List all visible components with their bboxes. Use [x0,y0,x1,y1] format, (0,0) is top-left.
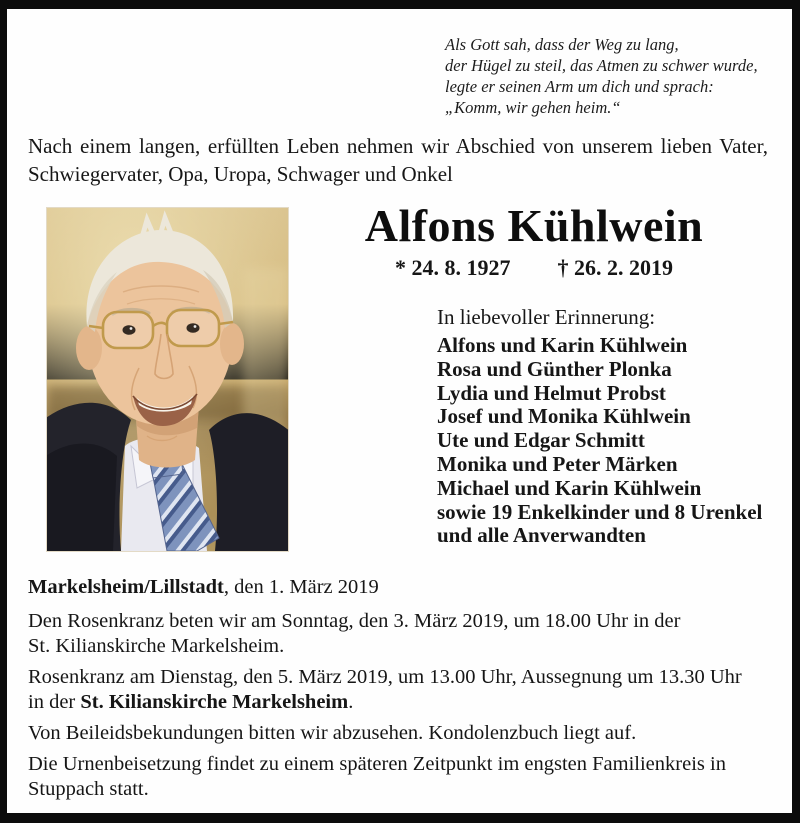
poem-line: der Hügel zu steil, das Atmen zu schwer wurde, [445,56,758,75]
death-cross-icon: † [557,255,569,280]
deceased-name: Alfons Kühlwein [364,200,704,251]
mourner-name: und alle Anverwandten [437,523,646,548]
poem-line: „Komm, wir gehen heim.“ [445,98,621,117]
life-dates [348,255,720,281]
church-name: St. Kilianskirche Markelsheim [80,691,349,713]
announcement-column [348,202,792,551]
birth-date: 24. 8. 1927 [411,255,511,280]
mourner-list [437,334,792,548]
memorial-poem [445,34,792,118]
portrait-photo-drawing [47,208,288,551]
condolences-note: Von Beileidsbekundungen bitten wir abzusehen. Kondolenzbuch liegt auf. [28,722,637,744]
birth-star-icon: * [395,255,406,280]
church-line-post: . [348,691,354,713]
service-details [28,575,772,802]
mourner-name: Lydia und Helmut Probst [437,380,666,405]
burial-line: Die Urnenbeisetzung findet zu einem späteren Zeitpunkt im engsten Familienkreis in [28,753,726,775]
mourner-name: Josef und Monika Kühlwein [437,404,691,429]
intro-line: Nach einem langen, erfüllten Leben nehmen wir Abschied von unserem lieben Vater, [28,134,768,158]
mourner-name: Alfons und Karin Kühlwein [437,333,688,357]
mourner-name: Monika und Peter Märken [437,451,678,476]
rosary-sunday-line: Den Rosenkranz beten wir am Sonntag, den 3. März 2019, um 18.00 Uhr in der [28,610,681,632]
mourner-name: Michael und Karin Kühlwein [437,475,702,500]
dateline-place: Markelsheim/Lillstadt [28,576,224,598]
poem-line: Als Gott sah, dass der Weg zu lang, [445,35,679,54]
main-section [7,202,792,551]
intro-line: Schwiegervater, Opa, Uropa, Schwager und Onkel [28,162,453,186]
mourner-name: Rosa und Günther Plonka [437,356,672,381]
intro-paragraph [28,132,768,188]
burial-paragraph [28,752,772,802]
rosary-sunday-line: St. Kilianskirche Markelsheim. [28,635,285,657]
portrait-photo [47,208,288,551]
burial-line: Stuppach statt. [28,778,149,800]
death-date: 26. 2. 2019 [574,255,673,280]
church-line-pre: in der [28,691,81,713]
mourner-name: Ute und Edgar Schmitt [437,428,645,453]
dateline-date: , den 1. März 2019 [223,576,379,598]
rosary-tuesday-line: Rosenkranz am Dienstag, den 5. März 2019, um 13.00 Uhr, Aussegnung um 13.30 Uhr [28,666,742,688]
dateline [28,575,772,600]
rosary-tuesday-line [28,690,772,715]
memorial-heading: In liebevoller Erinnerung: [437,305,656,329]
poem-line: legte er seinen Arm um dich und sprach: [445,77,714,96]
rosary-sunday-paragraph [28,609,772,659]
mourner-name: sowie 19 Enkelkinder und 8 Urenkel [437,499,763,524]
rosary-tuesday-paragraph [28,665,772,715]
